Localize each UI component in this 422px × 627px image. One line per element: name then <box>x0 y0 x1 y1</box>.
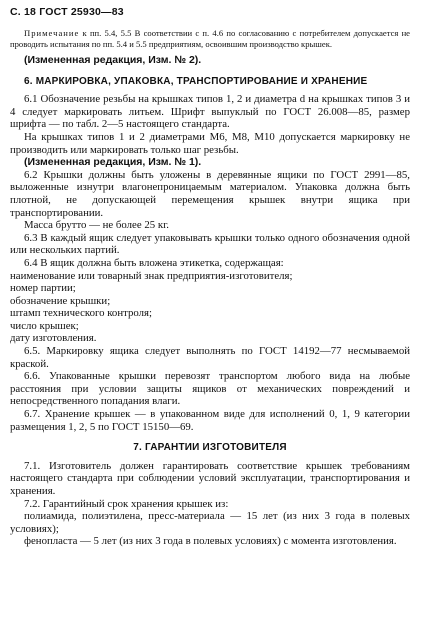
document-body <box>10 28 410 548</box>
note-text: к пп. 5.4, 5.5 В соответствии с п. 4.6 по согласованию с потребителем допускается не проводить испытания по пп. 5.4 и 5.5 предприятиям, освоившим производство крышек. <box>10 28 410 49</box>
section-6-title: 6. МАРКИРОВКА, УПАКОВКА, ТРАНСПОРТИРОВАНИЕ И ХРАНЕНИЕ <box>24 75 368 87</box>
paragraph-6-6: 6.6. Упакованные крышки перевозят транспортом любого вида на любые расстояния при условии защиты ящиков от механических повреждений и непосредственного попадания влаги. <box>10 370 410 408</box>
paragraph-7-2: 7.2. Гарантийный срок хранения крышек из: <box>24 497 229 510</box>
list-item: номер партии; <box>10 282 76 295</box>
note-label: Примечание <box>24 28 80 38</box>
paragraph-6-2: 6.2 Крышки должны быть уложены в деревянные ящики по ГОСТ 2991—85, выложенные изнутри влагонепроницаемым материалом. Упаковка должна быть плотной, не допускающей перемещения крышек внутри ящика при транспортировании. <box>10 168 410 219</box>
paragraph-6-2b: Масса брутто — не более 25 кг. <box>24 219 169 232</box>
amendment-note: (Измененная редакция, Изм. № 1). <box>24 156 202 169</box>
paragraph-7-2a: полиамида, полиэтилена, пресс-материала — 15 лет (из них 3 года в полевых условиях); <box>10 510 410 535</box>
list-item: число крышек; <box>10 319 79 332</box>
note-paragraph <box>10 28 410 49</box>
paragraph-6-5: 6.5. Маркировку ящика следует выполнять по ГОСТ 14192—77 несмываемой краской. <box>10 345 410 370</box>
paragraph-6-4: 6.4 В ящик должна быть вложена этикетка, содержащая: <box>24 256 284 269</box>
paragraph-6-3: 6.3 В каждый ящик следует упаковывать крышки только одного обозначения одной или нескольких партий. <box>10 231 410 257</box>
list-item: штамп технического контроля; <box>10 307 152 320</box>
list-item: наименование или товарный знак предприятия-изготовителя; <box>10 269 293 282</box>
paragraph-6-7: 6.7. Хранение крышек — в упакованном виде для исполнений 0, 1, 9 категории размещения 1, 2, 5 по ГОСТ 15150—69. <box>10 408 410 433</box>
paragraph-7-2b: фенопласта — 5 лет (из них 3 года в полевых условиях) с момента изготовления. <box>24 535 397 548</box>
paragraph-6-1b: На крышках типов 1 и 2 диаметрами М6, М8, М10 допускается маркировку не производить или маркировать только шаг резьбы. <box>10 130 410 156</box>
list-item: обозначение крышки; <box>10 294 111 307</box>
amendment-note: (Измененная редакция, Изм. № 2). <box>24 54 202 66</box>
section-7-title: 7. ГАРАНТИИ ИЗГОТОВИТЕЛЯ <box>133 442 287 454</box>
paragraph-7-1: 7.1. Изготовитель должен гарантировать соответствие крышек требованиям настоящего стандарта при соблюдении условий эксплуатации, транспортирования и хранения. <box>10 459 410 497</box>
paragraph-6-1: 6.1 Обозначение резьбы на крышках типов 1, 2 и диаметра d на крышках типов 3 и 4 следует маркировать литьем. Шрифт выпуклый по ГОСТ 26.008—85, размер шрифта — по табл. 2—5 настоящего стандарта. <box>10 93 410 131</box>
list-item: дату изготовления. <box>10 332 97 345</box>
page-header: С. 18 ГОСТ 25930—83 <box>10 6 124 18</box>
